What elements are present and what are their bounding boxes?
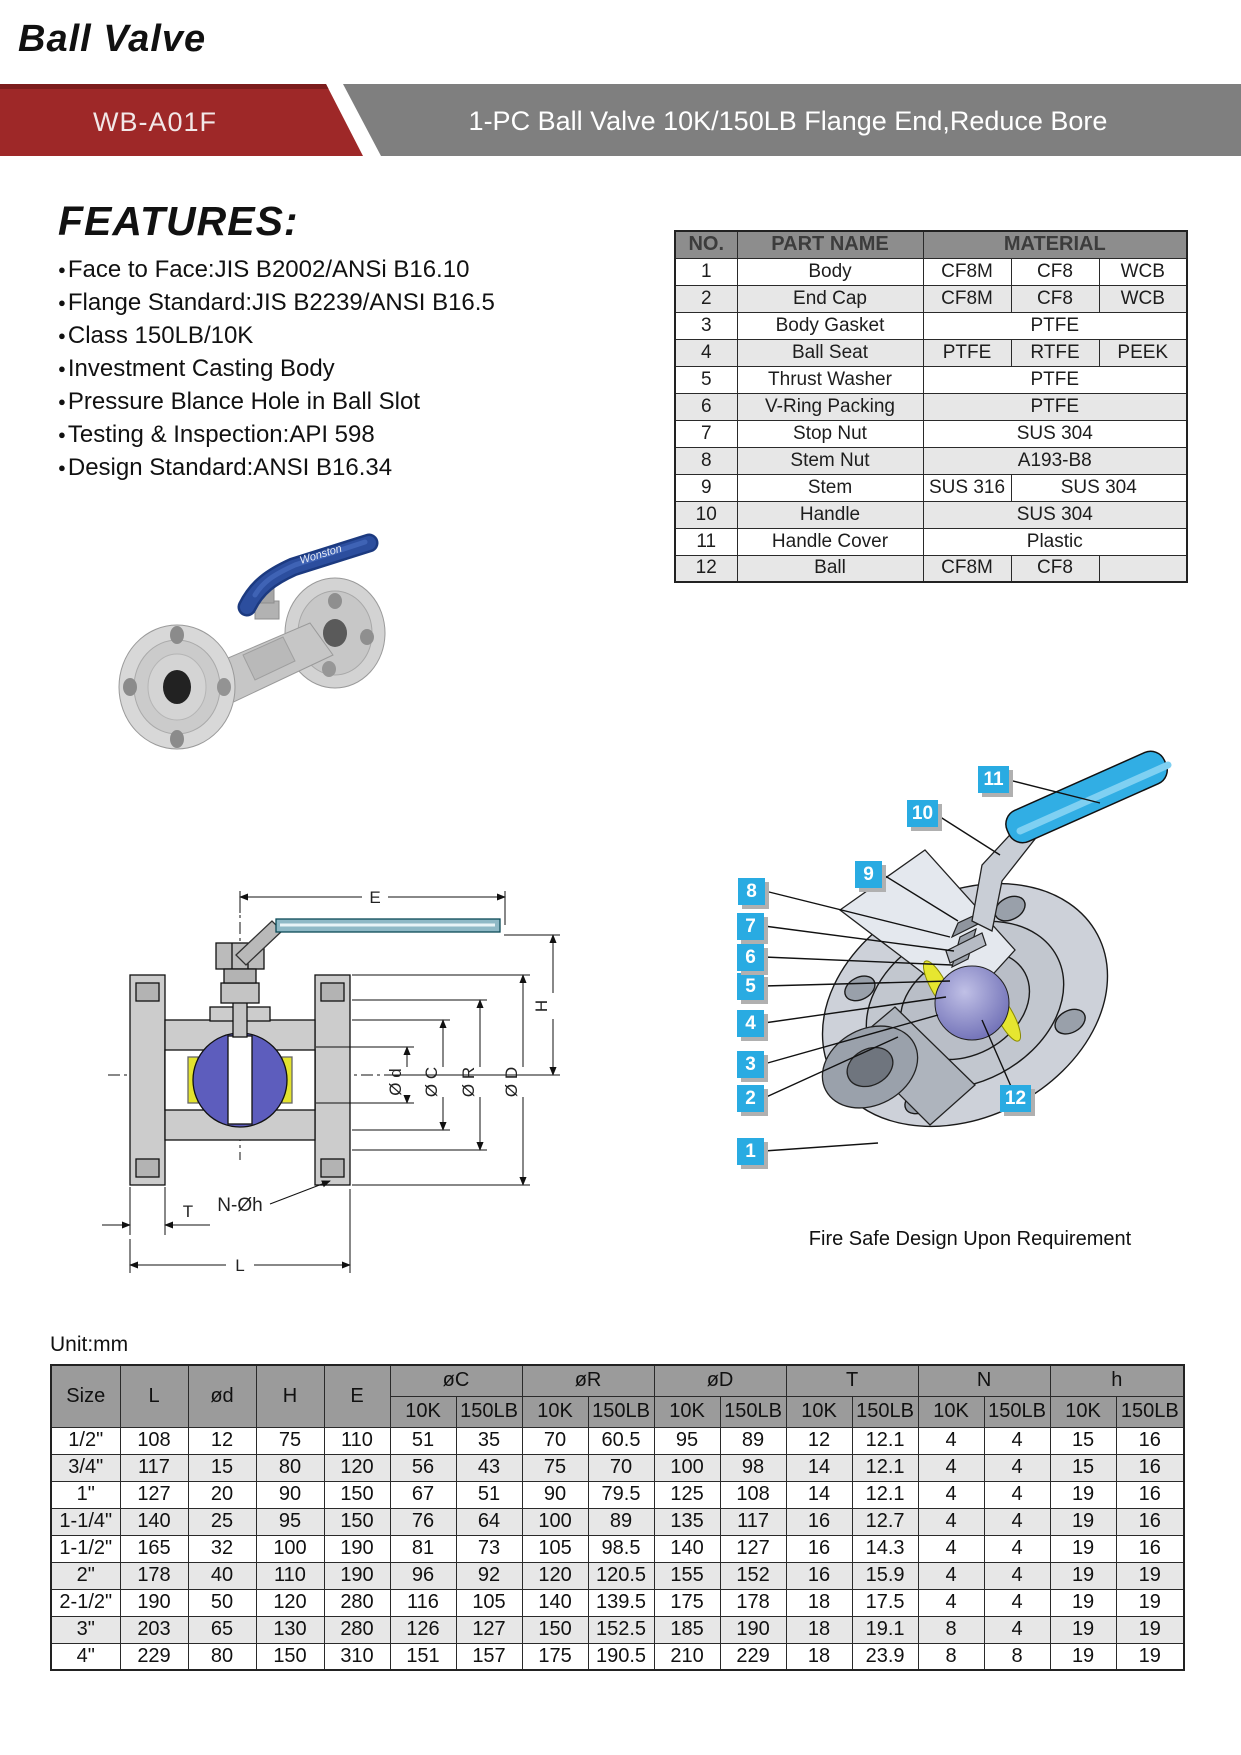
dim-value: 19 <box>1050 1589 1116 1616</box>
part-no: 4 <box>675 339 737 366</box>
dim-value: 280 <box>324 1589 390 1616</box>
dim-value: 79.5 <box>588 1481 654 1508</box>
part-name: Stop Nut <box>737 420 923 447</box>
callout-7: 7 <box>745 916 756 937</box>
dim-value: 229 <box>120 1643 188 1670</box>
dim-value: 16 <box>1116 1535 1184 1562</box>
dim-value: 120 <box>522 1562 588 1589</box>
part-no: 2 <box>675 285 737 312</box>
dim-value: 98.5 <box>588 1535 654 1562</box>
part-material: WCB <box>1099 258 1187 285</box>
dim-value: 125 <box>654 1481 720 1508</box>
unit-label: Unit:mm <box>50 1333 129 1356</box>
part-name: Ball <box>737 555 923 582</box>
dim-row <box>51 1535 1184 1562</box>
part-no: 8 <box>675 447 737 474</box>
dim-value: 120 <box>256 1589 324 1616</box>
part-no: 12 <box>675 555 737 582</box>
dim-value: 16 <box>786 1508 852 1535</box>
dim-group-header: øD <box>654 1365 786 1396</box>
dim-value: 14 <box>786 1454 852 1481</box>
dim-value: 150 <box>256 1643 324 1670</box>
dim-col-header: ød <box>188 1365 256 1427</box>
feature-item: ● Face to Face:JIS B2002/ANSi B16.10 <box>58 253 658 286</box>
dim-value: 140 <box>120 1508 188 1535</box>
label-E: E <box>369 888 381 907</box>
dim-value: 12.1 <box>852 1481 918 1508</box>
dim-value: 4 <box>918 1535 984 1562</box>
dim-value: 15 <box>1050 1427 1116 1454</box>
dim-value: 64 <box>456 1508 522 1535</box>
dim-value: 105 <box>456 1589 522 1616</box>
dim-value: 19 <box>1116 1643 1184 1670</box>
dim-sub-header: 10K <box>390 1396 456 1427</box>
feature-item: ● Pressure Blance Hole in Ball Slot <box>58 385 658 418</box>
dim-row <box>51 1508 1184 1535</box>
dim-sub-header: 10K <box>918 1396 984 1427</box>
dim-value: 73 <box>456 1535 522 1562</box>
parts-row <box>675 339 1187 366</box>
callout-11: 11 <box>983 769 1004 790</box>
col-header-part-name: PART NAME <box>737 231 923 258</box>
dim-size: 3/4" <box>51 1454 120 1481</box>
dim-value: 12 <box>188 1427 256 1454</box>
dim-value: 19 <box>1116 1562 1184 1589</box>
label-R: Ø R <box>459 1066 478 1098</box>
part-no: 11 <box>675 528 737 555</box>
parts-table-body <box>675 258 1187 582</box>
fire-safe-caption: Fire Safe Design Upon Requirement <box>808 1228 1132 1250</box>
label-d: Ø d <box>386 1068 405 1096</box>
dim-value: 50 <box>188 1589 256 1616</box>
dim-value: 190 <box>120 1589 188 1616</box>
dim-sub-header: 150LB <box>852 1396 918 1427</box>
dim-value: 127 <box>456 1616 522 1643</box>
dim-value: 140 <box>522 1589 588 1616</box>
dim-value: 16 <box>786 1535 852 1562</box>
dim-value: 150 <box>522 1616 588 1643</box>
dim-value: 18 <box>786 1643 852 1670</box>
dim-value: 4 <box>984 1616 1050 1643</box>
callout-5: 5 <box>745 976 756 997</box>
dim-value: 56 <box>390 1454 456 1481</box>
dim-value: 19 <box>1050 1643 1116 1670</box>
dim-value: 108 <box>120 1427 188 1454</box>
header-banner <box>0 84 1241 156</box>
dim-sub-header: 150LB <box>588 1396 654 1427</box>
dim-value: 152.5 <box>588 1616 654 1643</box>
dim-value: 25 <box>188 1508 256 1535</box>
dim-value: 80 <box>188 1643 256 1670</box>
dim-group-header: N <box>918 1365 1050 1396</box>
dim-value: 15 <box>188 1454 256 1481</box>
dim-value: 90 <box>256 1481 324 1508</box>
dim-col-header: E <box>324 1365 390 1427</box>
label-T: T <box>182 1202 194 1221</box>
parts-row <box>675 420 1187 447</box>
part-name: End Cap <box>737 285 923 312</box>
cutaway-handle <box>1001 747 1172 848</box>
dim-value: 175 <box>654 1589 720 1616</box>
dim-value: 19 <box>1050 1535 1116 1562</box>
features-heading: FEATURES: <box>58 198 299 244</box>
part-material: CF8M <box>923 285 1011 312</box>
dim-value: 19 <box>1116 1589 1184 1616</box>
leader-Nh <box>270 1181 330 1204</box>
part-material: CF8M <box>923 555 1011 582</box>
product-description: 1-PC Ball Valve 10K/150LB Flange End,Reduce Bore <box>468 106 1108 136</box>
dim-value: 120.5 <box>588 1562 654 1589</box>
dim-value: 190 <box>720 1616 786 1643</box>
dim-value: 70 <box>522 1427 588 1454</box>
dim-value: 70 <box>588 1454 654 1481</box>
dim-value: 4 <box>918 1562 984 1589</box>
dim-value: 4 <box>984 1562 1050 1589</box>
dim-value: 35 <box>456 1427 522 1454</box>
dim-value: 4 <box>918 1454 984 1481</box>
dim-value: 16 <box>786 1562 852 1589</box>
feature-item: ● Design Standard:ANSI B16.34 <box>58 451 658 484</box>
dim-value: 19 <box>1050 1481 1116 1508</box>
dim-value: 190.5 <box>588 1643 654 1670</box>
dim-value: 67 <box>390 1481 456 1508</box>
parts-materials-table <box>674 230 1188 583</box>
section-handle <box>236 919 500 965</box>
callout-2: 2 <box>745 1088 756 1109</box>
dim-value: 19 <box>1116 1616 1184 1643</box>
dim-value: 51 <box>456 1481 522 1508</box>
dim-value: 76 <box>390 1508 456 1535</box>
part-name: Ball Seat <box>737 339 923 366</box>
part-material: WCB <box>1099 285 1187 312</box>
dim-col-header: H <box>256 1365 324 1427</box>
dim-group-header: h <box>1050 1365 1184 1396</box>
dim-value: 105 <box>522 1535 588 1562</box>
col-header-no: NO. <box>675 231 737 258</box>
dim-value: 40 <box>188 1562 256 1589</box>
dim-value: 92 <box>456 1562 522 1589</box>
part-name: Thrust Washer <box>737 366 923 393</box>
dim-value: 150 <box>324 1508 390 1535</box>
dim-value: 117 <box>720 1508 786 1535</box>
part-no: 10 <box>675 501 737 528</box>
dim-value: 127 <box>120 1481 188 1508</box>
part-material: PTFE <box>923 339 1011 366</box>
dim-value: 100 <box>654 1454 720 1481</box>
dim-value: 4 <box>984 1481 1050 1508</box>
part-material: SUS 304 <box>923 501 1187 528</box>
dim-row <box>51 1562 1184 1589</box>
dim-value: 4 <box>918 1481 984 1508</box>
callout-1: 1 <box>745 1141 756 1162</box>
dim-value: 140 <box>654 1535 720 1562</box>
dim-value: 16 <box>1116 1454 1184 1481</box>
parts-row <box>675 447 1187 474</box>
part-material: RTFE <box>1011 339 1099 366</box>
dim-col-header: Size <box>51 1365 120 1427</box>
parts-row <box>675 312 1187 339</box>
dim-sub-header: 150LB <box>720 1396 786 1427</box>
dim-row <box>51 1481 1184 1508</box>
callout-10: 10 <box>911 803 934 824</box>
dim-value: 175 <box>522 1643 588 1670</box>
dim-value: 178 <box>120 1562 188 1589</box>
dim-value: 190 <box>324 1562 390 1589</box>
part-material: A193-B8 <box>923 447 1187 474</box>
dim-value: 75 <box>256 1427 324 1454</box>
dim-sub-header: 10K <box>654 1396 720 1427</box>
dim-value: 15 <box>1050 1454 1116 1481</box>
dim-value: 120 <box>324 1454 390 1481</box>
label-C: Ø C <box>422 1066 441 1098</box>
callout-6: 6 <box>745 947 756 968</box>
part-material: PTFE <box>923 393 1187 420</box>
dim-value: 100 <box>522 1508 588 1535</box>
part-no: 7 <box>675 420 737 447</box>
dim-size: 2-1/2" <box>51 1589 120 1616</box>
part-no: 1 <box>675 258 737 285</box>
callout-12: 12 <box>1004 1088 1027 1109</box>
part-no: 6 <box>675 393 737 420</box>
dim-value: 4 <box>984 1454 1050 1481</box>
dim-row <box>51 1616 1184 1643</box>
dim-value: 126 <box>390 1616 456 1643</box>
parts-row <box>675 474 1187 501</box>
photo-left-flange <box>119 625 235 749</box>
dim-value: 89 <box>720 1427 786 1454</box>
dim-value: 51 <box>390 1427 456 1454</box>
dim-group-header: øC <box>390 1365 522 1396</box>
dim-size: 1-1/2" <box>51 1535 120 1562</box>
dim-value: 203 <box>120 1616 188 1643</box>
dim-value: 4 <box>918 1427 984 1454</box>
parts-row <box>675 366 1187 393</box>
dim-value: 17.5 <box>852 1589 918 1616</box>
dim-value: 152 <box>720 1562 786 1589</box>
dim-value: 60.5 <box>588 1427 654 1454</box>
dim-sub-header: 10K <box>786 1396 852 1427</box>
dim-sub-header: 10K <box>522 1396 588 1427</box>
page-title: Ball Valve <box>18 18 207 60</box>
part-material: CF8M <box>923 258 1011 285</box>
dim-row <box>51 1454 1184 1481</box>
dim-value: 4 <box>984 1427 1050 1454</box>
part-name: Body <box>737 258 923 285</box>
dim-size: 1" <box>51 1481 120 1508</box>
part-material: SUS 304 <box>1011 474 1187 501</box>
dim-value: 90 <box>522 1481 588 1508</box>
dim-value: 4 <box>984 1535 1050 1562</box>
dim-value: 95 <box>256 1508 324 1535</box>
dim-value: 16 <box>1116 1508 1184 1535</box>
dim-value: 96 <box>390 1562 456 1589</box>
dim-value: 4 <box>984 1589 1050 1616</box>
dim-value: 280 <box>324 1616 390 1643</box>
dim-value: 80 <box>256 1454 324 1481</box>
part-material: SUS 304 <box>923 420 1187 447</box>
dim-value: 18 <box>786 1589 852 1616</box>
dim-value: 110 <box>324 1427 390 1454</box>
dim-value: 110 <box>256 1562 324 1589</box>
dim-value: 4 <box>918 1508 984 1535</box>
dim-group-header: øR <box>522 1365 654 1396</box>
feature-item: ● Class 150LB/10K <box>58 319 658 352</box>
dim-value: 81 <box>390 1535 456 1562</box>
dim-value: 20 <box>188 1481 256 1508</box>
dim-value: 19 <box>1050 1616 1116 1643</box>
part-name: Handle <box>737 501 923 528</box>
dim-value: 178 <box>720 1589 786 1616</box>
callout-3: 3 <box>745 1054 756 1075</box>
dim-value: 4 <box>984 1508 1050 1535</box>
dim-row <box>51 1643 1184 1670</box>
part-material <box>1099 555 1187 582</box>
dim-value: 127 <box>720 1535 786 1562</box>
part-material: CF8 <box>1011 555 1099 582</box>
section-ball-bore <box>228 1036 252 1124</box>
part-name: Stem <box>737 474 923 501</box>
dim-value: 14 <box>786 1481 852 1508</box>
dim-value: 12 <box>786 1427 852 1454</box>
dim-value: 150 <box>324 1481 390 1508</box>
dim-row <box>51 1589 1184 1616</box>
dim-value: 165 <box>120 1535 188 1562</box>
dim-value: 65 <box>188 1616 256 1643</box>
dim-value: 8 <box>918 1643 984 1670</box>
dim-value: 14.3 <box>852 1535 918 1562</box>
feature-item: ● Flange Standard:JIS B2239/ANSI B16.5 <box>58 286 658 319</box>
parts-row <box>675 528 1187 555</box>
dim-value: 89 <box>588 1508 654 1535</box>
dimensions-table <box>50 1364 1185 1671</box>
dim-row <box>51 1427 1184 1454</box>
label-L: L <box>235 1256 245 1275</box>
dim-value: 43 <box>456 1454 522 1481</box>
features-section <box>58 198 658 484</box>
col-header-material: MATERIAL <box>923 231 1187 258</box>
dim-group-header: T <box>786 1365 918 1396</box>
dim-size: 4" <box>51 1643 120 1670</box>
dim-value: 18 <box>786 1616 852 1643</box>
parts-row <box>675 501 1187 528</box>
dim-value: 19 <box>1050 1562 1116 1589</box>
dim-value: 100 <box>256 1535 324 1562</box>
dim-value: 12.1 <box>852 1427 918 1454</box>
dim-value: 15.9 <box>852 1562 918 1589</box>
dim-T <box>102 1187 210 1235</box>
label-H: H <box>532 999 551 1013</box>
dim-table-body <box>51 1427 1184 1670</box>
dim-value: 98 <box>720 1454 786 1481</box>
dimension-drawing <box>90 855 650 1295</box>
part-no: 3 <box>675 312 737 339</box>
part-no: 9 <box>675 474 737 501</box>
parts-table-header <box>675 231 1187 258</box>
part-material: CF8 <box>1011 285 1099 312</box>
dim-value: 108 <box>720 1481 786 1508</box>
label-D: Ø D <box>502 1066 521 1098</box>
callout-9: 9 <box>863 864 874 885</box>
dim-value: 23.9 <box>852 1643 918 1670</box>
part-material: PTFE <box>923 312 1187 339</box>
dim-value: 16 <box>1116 1481 1184 1508</box>
part-material: PTFE <box>923 366 1187 393</box>
dim-value: 139.5 <box>588 1589 654 1616</box>
dim-value: 130 <box>256 1616 324 1643</box>
dim-value: 32 <box>188 1535 256 1562</box>
part-name: Body Gasket <box>737 312 923 339</box>
dim-size: 2" <box>51 1562 120 1589</box>
dim-col-header: L <box>120 1365 188 1427</box>
dim-value: 16 <box>1116 1427 1184 1454</box>
dim-value: 19 <box>1050 1508 1116 1535</box>
dim-value: 95 <box>654 1427 720 1454</box>
dim-value: 12.7 <box>852 1508 918 1535</box>
dim-header-row-1 <box>51 1365 1184 1396</box>
model-number: WB-A01F <box>92 107 218 137</box>
parts-row <box>675 285 1187 312</box>
part-material: PEEK <box>1099 339 1187 366</box>
dim-value: 75 <box>522 1454 588 1481</box>
dim-value: 8 <box>984 1643 1050 1670</box>
part-name: V-Ring Packing <box>737 393 923 420</box>
cutaway-diagram <box>700 715 1240 1175</box>
dim-size: 3" <box>51 1616 120 1643</box>
dim-value: 157 <box>456 1643 522 1670</box>
dim-value: 12.1 <box>852 1454 918 1481</box>
dim-value: 151 <box>390 1643 456 1670</box>
dim-value: 310 <box>324 1643 390 1670</box>
handle-brand-text: Wonston <box>298 542 344 567</box>
feature-item: ● Testing & Inspection:API 598 <box>58 418 658 451</box>
dim-value: 117 <box>120 1454 188 1481</box>
features-list <box>58 253 658 484</box>
dim-value: 229 <box>720 1643 786 1670</box>
label-Nh: N-Øh <box>217 1195 263 1216</box>
dim-value: 4 <box>918 1589 984 1616</box>
part-name: Handle Cover <box>737 528 923 555</box>
dim-sub-header: 10K <box>1050 1396 1116 1427</box>
callout-4: 4 <box>745 1013 756 1034</box>
dim-value: 185 <box>654 1616 720 1643</box>
cutaway-ball <box>935 966 1009 1040</box>
dim-value: 210 <box>654 1643 720 1670</box>
parts-row <box>675 555 1187 582</box>
part-no: 5 <box>675 366 737 393</box>
dim-value: 116 <box>390 1589 456 1616</box>
dim-sub-header: 150LB <box>984 1396 1050 1427</box>
dim-size: 1-1/4" <box>51 1508 120 1535</box>
dim-sub-header: 150LB <box>456 1396 522 1427</box>
dim-value: 155 <box>654 1562 720 1589</box>
part-name: Stem Nut <box>737 447 923 474</box>
callout-8: 8 <box>746 881 757 902</box>
product-photo <box>105 485 405 795</box>
part-material: SUS 316 <box>923 474 1011 501</box>
dim-value: 19.1 <box>852 1616 918 1643</box>
feature-item: ● Investment Casting Body <box>58 352 658 385</box>
dim-value: 8 <box>918 1616 984 1643</box>
dim-value: 190 <box>324 1535 390 1562</box>
part-material: Plastic <box>923 528 1187 555</box>
part-material: CF8 <box>1011 258 1099 285</box>
dim-value: 135 <box>654 1508 720 1535</box>
parts-row <box>675 258 1187 285</box>
dim-size: 1/2" <box>51 1427 120 1454</box>
dim-sub-header: 150LB <box>1116 1396 1184 1427</box>
parts-row <box>675 393 1187 420</box>
